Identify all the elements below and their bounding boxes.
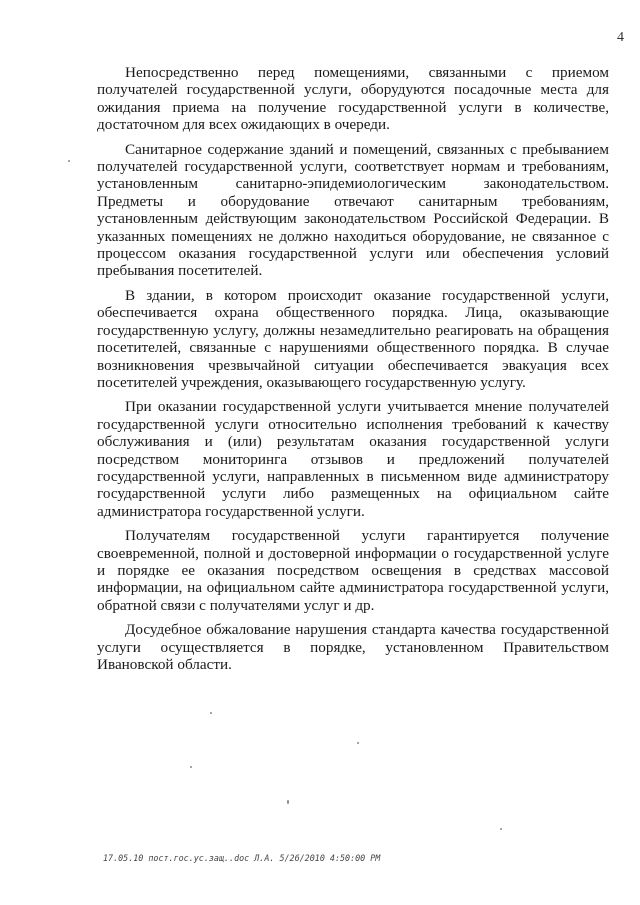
paragraph-feedback: При оказании государственной услуги учитывается мнение получателей государственной услуги относительно исполнения требований к качеству обслуживания и (или) результатам оказания государственной услуги посредством мониторинга отзывов и предложений получателей государственной услуги, направленных в письменном виде администратору государственной услуги либо размещенных на официальном сайте администратора государственной услуги. <box>97 398 609 520</box>
scan-speck <box>357 742 359 744</box>
document-body <box>97 64 609 680</box>
document-footer: 17.05.10 пост.гос.ус.защ..doc Л.А. 5/26/2010 4:50:00 PM <box>103 853 381 863</box>
paragraph-public-order: В здании, в котором происходит оказание государственной услуги, обеспечивается охрана общественного порядка. Лица, оказывающие государственную услугу, должны незамедлительно реагировать на обращения посетителей, связанные с нарушениями общественного порядка. В случае возникновения чрезвычайной ситуации обеспечивается эвакуация всех посетителей учреждения, оказывающего государственную услугу. <box>97 286 609 391</box>
scan-speck <box>500 828 502 830</box>
scan-speck <box>210 712 212 714</box>
scan-speck <box>287 800 289 804</box>
paragraph-sanitary: Санитарное содержание зданий и помещений, связанных с пребыванием получателей государственной услуги, соответствует нормам и требованиям, установленным санитарно-эпидемиологическим законодательством. Предметы и оборудование отвечают санитарным требованиям, установленным действующим законодательством Российской Федерации. В указанных помещениях не должно находиться оборудование, не связанное с процессом оказания государственной услуги или обеспечения условий пребывания посетителей. <box>97 140 609 280</box>
page-number: 4 <box>617 30 624 45</box>
paragraph-information: Получателям государственной услуги гарантируется получение своевременной, полной и достоверной информации о государственной услуге и порядке ее оказания посредством освещения в средствах массовой информации, на официальном сайте администратора государственной услуги, обратной связи с получателями услуг и др. <box>97 527 609 614</box>
scan-speck <box>68 160 70 162</box>
paragraph-waiting-seats: Непосредственно перед помещениями, связанными с приемом получателей государственной услуги, оборудуются посадочные места для ожидания приема на получение государственной услуги в количестве, достаточном для всех ожидающих в очереди. <box>97 64 609 134</box>
scan-speck <box>190 766 192 768</box>
paragraph-appeal: Досудебное обжалование нарушения стандарта качества государственной услуги осуществляется в порядке, установленном Правительством Ивановской области. <box>97 621 609 673</box>
